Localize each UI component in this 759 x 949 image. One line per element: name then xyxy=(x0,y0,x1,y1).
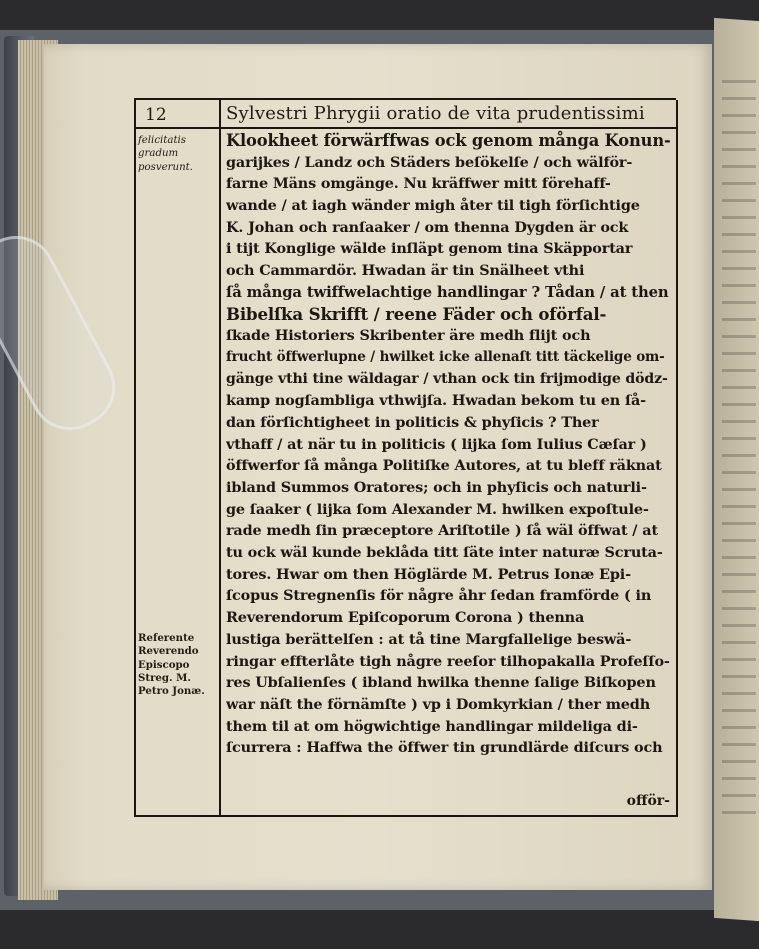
text-line: K. Johan och ranſaaker / om thenna Dygden är ock xyxy=(226,218,629,236)
running-head: Sylvestri Phrygii oratio de vita prudentissimi xyxy=(226,103,645,124)
text-line: frucht öffwerlupne / hwilket icke allenaſt titt täckelige om- xyxy=(226,348,665,365)
text-line: vthaff / at när tu in politicis ( lijka ſom Iulius Cæſar ) xyxy=(226,435,647,453)
text-line: them til at om högwichtige handlingar mildeliga di- xyxy=(226,717,638,735)
text-line: tu ock wäl kunde beklåda titt ſäte inter naturæ Scruta- xyxy=(226,544,663,562)
text-line: Reverendorum Epiſcoporum Corona ) thenna xyxy=(226,609,585,627)
text-line: öffwerfor ſå många Politiſke Autores, at tu bleff räknat xyxy=(226,457,662,475)
text-line: ſkade Historiers Skribenter äre medh flijt och xyxy=(226,327,591,345)
margin-column-rule xyxy=(219,100,221,815)
text-line: farne Mäns omgänge. Nu kräffwer mitt förehaff- xyxy=(226,175,611,193)
catchword: offör- xyxy=(626,793,670,809)
margin-note: felicitatis gradum posverunt. xyxy=(138,135,193,173)
text-line: ſcopus Stregnenſis för någre åhr ſedan framförde ( in xyxy=(226,587,652,605)
text-line: ringar effterlåte tigh någre reeſor tilhopakalla Profeſſo- xyxy=(226,652,670,670)
text-line: och Cammardör. Hwadan är tin Snälheet vthi xyxy=(226,262,585,280)
page-number: 12 xyxy=(145,105,167,125)
margin-note: Referente Reverendo Episcopo Streg. M. Petro Jonæ. xyxy=(138,632,205,698)
text-line: dan förſichtigheet in politicis & phyſicis ? Ther xyxy=(226,413,599,431)
text-line: res Ubſalienſes ( ibland hwilka thenne ſalige Biſkopen xyxy=(226,674,656,692)
text-line: rade medh ſin præceptore Ariſtotile ) ſå wäl öffwat / at xyxy=(226,522,658,540)
header-rule xyxy=(134,127,676,129)
text-line: tores. Hwar om then Höglärde M. Petrus Ionæ Epi- xyxy=(226,565,631,583)
text-line: ſå många twiffwelachtige handlingar ? Tådan / at then xyxy=(226,283,669,301)
text-line: wande / at iagh wänder migh åter til tigh förſichtige xyxy=(226,197,640,215)
text-line: lustiga berättelſen : at tå tine Margfallelige beswä- xyxy=(226,630,632,648)
text-line: ge ſaaker ( lijka ſom Alexander M. hwilken expoſtule- xyxy=(226,500,649,518)
text-line: garijkes / Landz och Städers beſökelſe / och wälför- xyxy=(226,153,633,171)
facing-page-text xyxy=(722,80,756,820)
text-line: Klookheet förwärffwas ock genom många Konun- xyxy=(226,131,671,150)
text-line: Bibelſka Skrifft / reene Fäder och oförfal- xyxy=(226,303,607,324)
text-line: kamp nogſambliga vthwijſa. Hwadan bekom tu en ſå- xyxy=(226,392,646,410)
text-line: ibland Summos Oratores; och in phyſicis och naturli- xyxy=(226,479,647,496)
text-line: i tijt Konglige wälde inſläpt genom tina Skäpportar xyxy=(226,240,633,258)
text-line: gänge vthi tine wäldagar / vthan ock tin frijmodige dödz- xyxy=(226,370,668,387)
text-line: war näſt the förnämſte ) vp i Domkyrkian / ther medh xyxy=(226,695,651,713)
body-text xyxy=(226,130,674,759)
text-line: ſcurrera : Haffwa the öffwer tin grundlärde diſcurs och xyxy=(226,739,663,757)
